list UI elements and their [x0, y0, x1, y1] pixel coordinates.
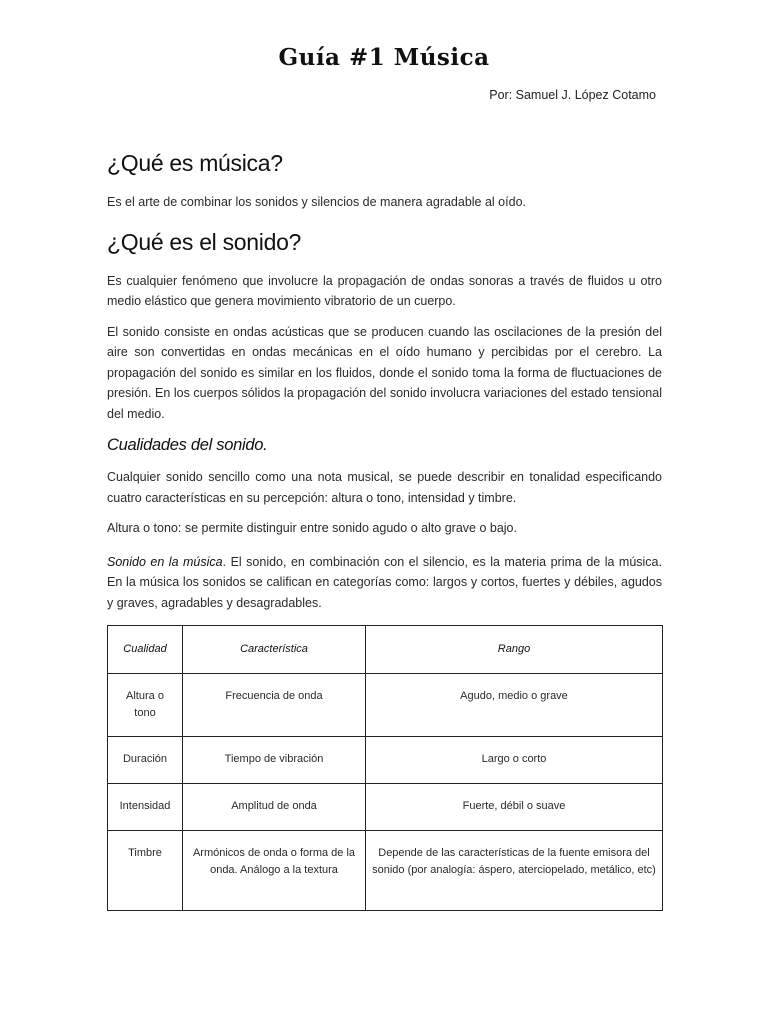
- table-cell: Tiempo de vibración: [183, 737, 366, 784]
- table-cell: Fuerte, débil o suave: [366, 784, 663, 831]
- column-header-caracteristica: Característica: [183, 626, 366, 674]
- table-cell: Frecuencia de onda: [183, 674, 366, 737]
- table-cell: Timbre: [108, 831, 183, 911]
- table-cell: Agudo, medio o grave: [366, 674, 663, 737]
- table-row: [108, 831, 663, 911]
- document-author: Por: Samuel J. López Cotamo: [489, 88, 656, 102]
- column-header-cualidad: Cualidad: [108, 626, 183, 674]
- heading-que-es-sonido: ¿Qué es el sonido?: [107, 228, 302, 255]
- paragraph-sonido-en-musica: [107, 552, 662, 614]
- table-cell: Amplitud de onda: [183, 784, 366, 831]
- table-cell: Armónicos de onda o forma de la onda. Análogo a la textura: [183, 831, 366, 911]
- table-row: [108, 674, 663, 737]
- heading-que-es-musica: ¿Qué es música?: [107, 150, 283, 176]
- document-body: [107, 148, 662, 911]
- column-header-rango: Rango: [366, 626, 663, 674]
- sonido-en-musica-lead: Sonido en la música: [107, 554, 223, 569]
- sonido-en-musica-text: . El sonido, en combinación con el silencio, es la materia prima de la música. En la música los sonidos se califican en categorías como: largos y cortos, fuertes y débiles, agudos y graves, agradables y desagradables.: [107, 554, 662, 610]
- table-row: [108, 737, 663, 784]
- table-cell: Duración: [108, 737, 183, 784]
- table-header-row: [108, 626, 663, 674]
- paragraph-ondas-acusticas: El sonido consiste en ondas acústicas que se producen cuando las oscilaciones de la presión del aire son convertidas en ondas mecánicas en el oído humano y percibidas por el cerebro. La propagación del sonido es similar en los fluidos, donde el sonido toma la forma de fluctuaciones de presión. En los cuerpos sólidos la propagación del sonido involucra variaciones del estado tensional del medio.: [107, 324, 662, 421]
- paragraph-definicion-musica: Es el arte de combinar los sonidos y silencios de manera agradable al oído.: [107, 195, 526, 209]
- table-cell: Largo o corto: [366, 737, 663, 784]
- table-row: [108, 784, 663, 831]
- table-cell: Altura o tono: [108, 674, 183, 737]
- paragraph-definicion-sonido: Es cualquier fenómeno que involucre la propagación de ondas sonoras a través de fluidos u otro medio elástico que genera movimiento vibratorio de un cuerpo.: [107, 273, 662, 308]
- qualities-table: [107, 625, 663, 911]
- table-cell: Intensidad: [108, 784, 183, 831]
- table-cell: Depende de las características de la fuente emisora del sonido (por analogía: áspero, aterciopelado, metálico, etc): [366, 831, 663, 911]
- paragraph-altura-tono: Altura o tono: se permite distinguir entre sonido agudo o alto grave o bajo.: [107, 521, 517, 535]
- heading-cualidades-sonido: Cualidades del sonido.: [107, 436, 268, 454]
- document-title: Guía #1 Música: [278, 44, 490, 71]
- paragraph-cualidades: Cualquier sonido sencillo como una nota musical, se puede describir en tonalidad especificando cuatro características en su percepción: altura o tono, intensidad y timbre.: [107, 470, 662, 505]
